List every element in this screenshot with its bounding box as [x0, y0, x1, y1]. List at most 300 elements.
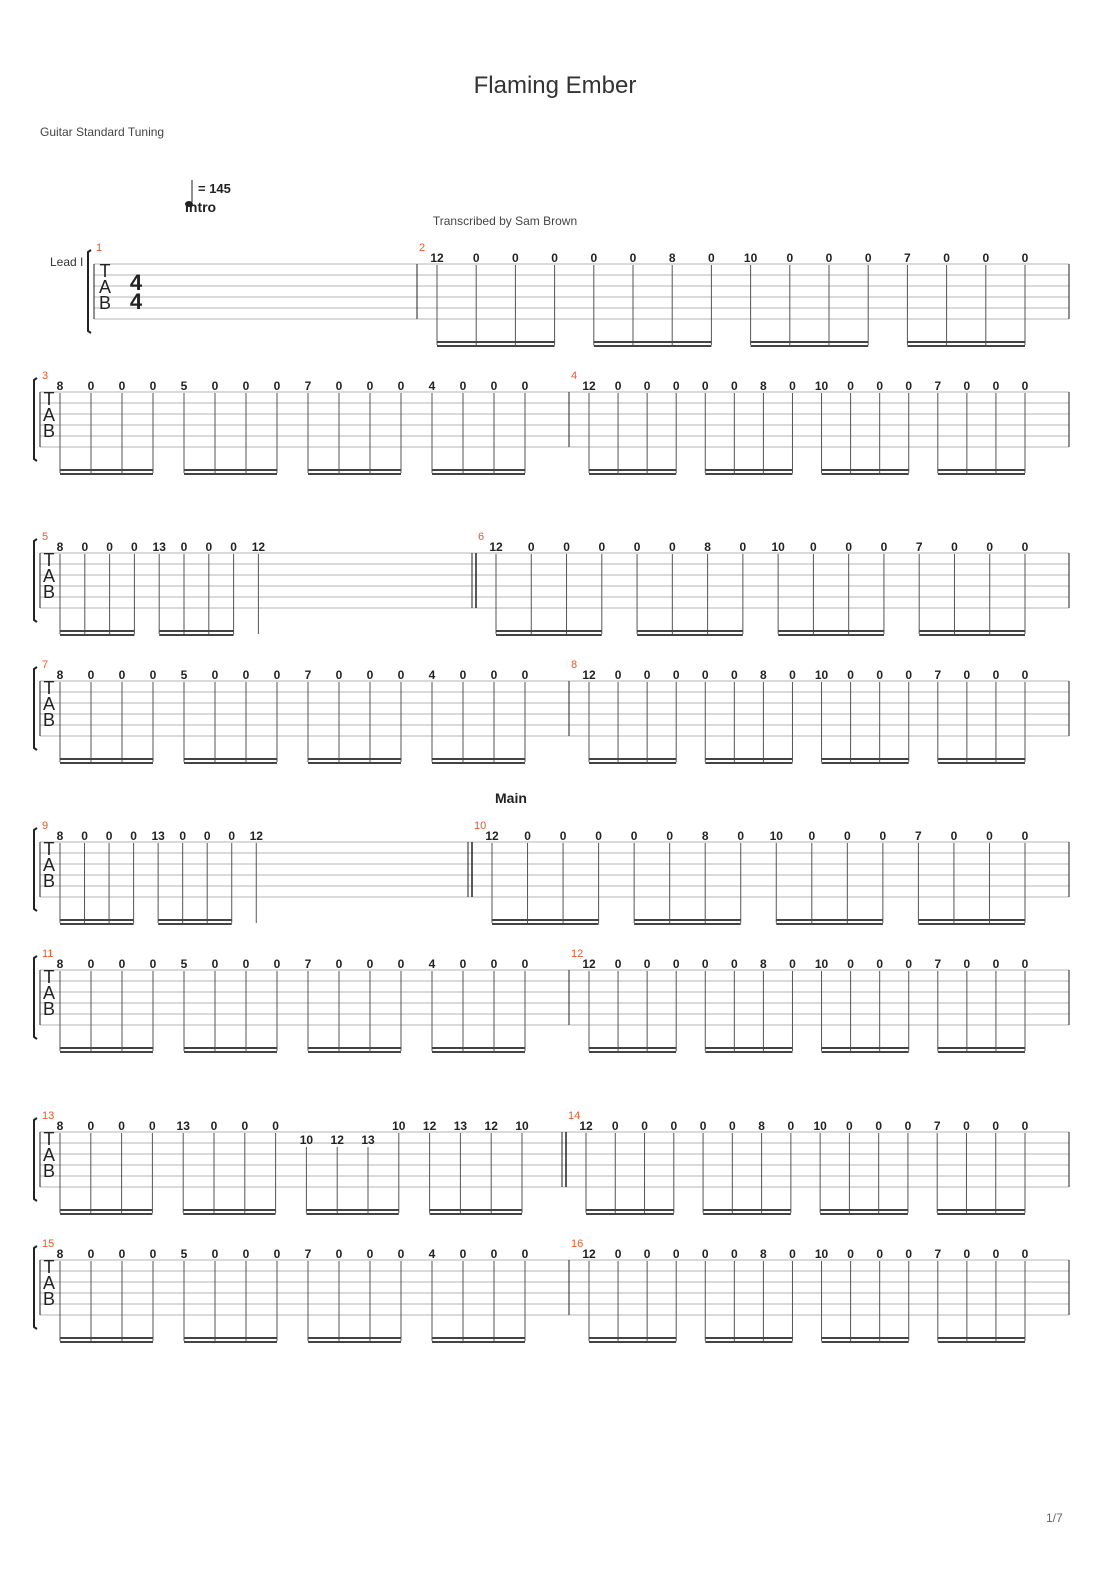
tab-clef-letter: T	[43, 1257, 55, 1277]
fret-number: 0	[273, 379, 281, 393]
sixteenth-beam	[586, 1213, 674, 1215]
fret-number: 0	[1021, 1119, 1029, 1133]
fret-number: 0	[701, 1247, 709, 1261]
fret-number: 0	[228, 829, 236, 843]
fret-number: 0	[701, 379, 709, 393]
fret-number: 12	[330, 1133, 344, 1147]
fret-number: 0	[149, 957, 157, 971]
fret-number: 0	[847, 957, 854, 971]
fret-number: 0	[880, 540, 888, 554]
fret-number: 0	[847, 1247, 854, 1261]
fret-number: 8	[701, 829, 709, 843]
fret-number: 0	[992, 1247, 1000, 1261]
measure-number: 14	[568, 1110, 581, 1122]
sixteenth-beam	[705, 1047, 792, 1049]
fret-number: 0	[559, 829, 567, 843]
fret-number: 12	[251, 540, 266, 554]
fret-number: 0	[595, 829, 602, 843]
fret-number: 7	[904, 251, 911, 265]
fret-number: 0	[205, 540, 213, 554]
sixteenth-beam	[184, 758, 277, 760]
fret-number: 12	[579, 1119, 593, 1133]
fret-number: 0	[963, 1247, 971, 1261]
sixteenth-beam	[308, 762, 401, 764]
tab-system	[34, 1238, 1069, 1343]
fret-number: 0	[180, 540, 188, 554]
fret-number: 0	[524, 829, 531, 843]
fret-number: 0	[521, 379, 529, 393]
fret-number: 8	[56, 668, 64, 682]
fret-number: 0	[982, 251, 990, 265]
sixteenth-beam	[938, 762, 1025, 764]
fret-number: 0	[992, 668, 1000, 682]
sixteenth-beam	[308, 469, 401, 471]
fret-number: 0	[366, 668, 374, 682]
measure-number: 11	[42, 948, 54, 960]
fret-number: 0	[130, 829, 137, 843]
fret-number: 0	[81, 829, 88, 843]
fret-number: 5	[180, 1247, 188, 1261]
fret-number: 0	[739, 540, 747, 554]
tab-clef-letter: T	[43, 967, 55, 987]
sixteenth-beam	[919, 634, 1025, 636]
fret-number: 7	[304, 1247, 312, 1261]
fret-number: 4	[428, 957, 436, 971]
fret-number: 0	[905, 379, 913, 393]
sixteenth-beam	[60, 762, 153, 764]
fret-number: 0	[963, 668, 971, 682]
fret-number: 0	[950, 829, 958, 843]
sixteenth-beam	[634, 923, 741, 925]
fret-number: 0	[397, 668, 405, 682]
fret-number: 0	[118, 668, 126, 682]
fret-number: 0	[963, 1119, 970, 1133]
sixteenth-beam	[432, 762, 525, 764]
sixteenth-beam	[432, 469, 525, 471]
fret-number: 13	[176, 1119, 190, 1133]
tab-clef-letter: A	[42, 983, 56, 1003]
sixteenth-beam	[594, 341, 712, 343]
sixteenth-beam	[589, 1047, 676, 1049]
sixteenth-beam	[308, 758, 401, 760]
measure-number: 16	[571, 1238, 584, 1250]
tab-clef-letter: A	[42, 405, 56, 425]
fret-number: 13	[151, 829, 165, 843]
fret-number: 8	[56, 829, 64, 843]
fret-number: 0	[876, 668, 884, 682]
sixteenth-beam	[918, 919, 1025, 921]
sixteenth-beam	[60, 923, 134, 925]
fret-number: 8	[56, 379, 64, 393]
tab-clef-letter: B	[42, 710, 56, 730]
sixteenth-beam	[705, 758, 792, 760]
fret-number: 0	[490, 668, 498, 682]
sixteenth-beam	[589, 1337, 676, 1339]
tab-clef-letter: B	[42, 1289, 56, 1309]
fret-number: 12	[582, 957, 596, 971]
system-bracket	[88, 250, 91, 333]
sixteenth-beam	[907, 345, 1025, 347]
time-signature-bottom: 4	[129, 289, 143, 314]
sixteenth-beam	[184, 1341, 277, 1343]
sixteenth-beam	[751, 345, 869, 347]
fret-number: 8	[760, 379, 767, 393]
sixteenth-beam	[938, 1337, 1025, 1339]
fret-number: 0	[397, 379, 405, 393]
fret-number: 10	[515, 1119, 529, 1133]
sixteenth-beam	[822, 469, 909, 471]
sixteenth-beam	[919, 630, 1025, 632]
tab-clef-letter: A	[42, 1145, 56, 1165]
fret-number: 0	[87, 957, 95, 971]
fret-number: 8	[56, 957, 64, 971]
fret-number: 0	[845, 540, 853, 554]
fret-number: 0	[459, 668, 467, 682]
fret-number: 0	[643, 1247, 651, 1261]
fret-number: 0	[521, 1247, 529, 1261]
tab-clef-letter: T	[99, 261, 111, 281]
sixteenth-beam	[589, 1051, 676, 1053]
tab-clef-letter: B	[42, 999, 56, 1019]
fret-number: 0	[1021, 540, 1029, 554]
sixteenth-beam	[184, 1047, 277, 1049]
fret-number: 4	[428, 668, 436, 682]
fret-number: 0	[242, 1247, 250, 1261]
fret-number: 0	[846, 1119, 853, 1133]
fret-number: 4	[428, 1247, 436, 1261]
fret-number: 12	[485, 829, 499, 843]
fret-number: 0	[459, 957, 467, 971]
fret-number: 0	[843, 829, 851, 843]
measure-number: 9	[42, 820, 49, 832]
fret-number: 10	[771, 540, 785, 554]
fret-number: 0	[397, 1247, 405, 1261]
measure-number: 2	[419, 242, 426, 254]
fret-number: 0	[106, 540, 113, 554]
sixteenth-beam	[938, 469, 1025, 471]
fret-number: 10	[814, 957, 829, 971]
fret-number: 0	[241, 1119, 249, 1133]
fret-number: 0	[459, 1247, 467, 1261]
measure-number: 7	[42, 659, 49, 671]
fret-number: 0	[708, 251, 715, 265]
fret-number: 0	[273, 1247, 281, 1261]
fret-number: 0	[670, 1119, 678, 1133]
score-title: Flaming Ember	[473, 72, 637, 99]
fret-number: 7	[915, 540, 923, 554]
fret-number: 7	[934, 1247, 942, 1261]
instrument-name: Lead I	[50, 255, 84, 269]
fret-number: 0	[789, 1247, 796, 1261]
sixteenth-beam	[705, 1337, 792, 1339]
fret-number: 0	[598, 540, 606, 554]
sixteenth-beam	[820, 1209, 908, 1211]
fret-number: 0	[672, 1247, 680, 1261]
sixteenth-beam	[594, 345, 712, 347]
fret-number: 0	[641, 1119, 648, 1133]
sixteenth-beam	[822, 762, 909, 764]
sixteenth-beam	[432, 473, 525, 475]
fret-number: 0	[1021, 829, 1029, 843]
section-label-intro: Intro	[185, 199, 217, 215]
tab-system	[34, 948, 1069, 1053]
fret-number: 10	[769, 829, 783, 843]
fret-number: 0	[905, 668, 913, 682]
sixteenth-beam	[492, 923, 599, 925]
fret-number: 0	[230, 540, 237, 554]
fret-number: 0	[992, 1119, 1000, 1133]
measure-number: 1	[96, 242, 103, 254]
measure-number: 3	[42, 370, 49, 382]
fret-number: 0	[963, 379, 971, 393]
fret-number: 0	[787, 1119, 795, 1133]
sixteenth-beam	[308, 1337, 401, 1339]
sixteenth-beam	[432, 1337, 525, 1339]
fret-number: 0	[131, 540, 138, 554]
fret-number: 0	[87, 1119, 95, 1133]
fret-number: 0	[730, 1247, 738, 1261]
tab-clef-letter: T	[43, 389, 55, 409]
sixteenth-beam	[586, 1209, 674, 1211]
sixteenth-beam	[820, 1213, 908, 1215]
fret-number: 0	[1021, 251, 1029, 265]
sixteenth-beam	[705, 473, 792, 475]
fret-number: 0	[629, 251, 637, 265]
fret-number: 8	[668, 251, 676, 265]
fret-number: 0	[905, 1247, 913, 1261]
fret-number: 0	[397, 957, 405, 971]
fret-number: 0	[335, 1247, 343, 1261]
fret-number: 0	[512, 251, 519, 265]
fret-number: 0	[730, 379, 738, 393]
fret-number: 8	[56, 540, 64, 554]
sixteenth-beam	[60, 1209, 152, 1211]
fret-number: 0	[211, 1247, 219, 1261]
fret-number: 0	[808, 829, 816, 843]
fret-number: 0	[87, 379, 95, 393]
sixteenth-beam	[634, 919, 741, 921]
sixteenth-beam	[822, 1337, 909, 1339]
tab-system	[34, 1110, 1069, 1215]
measure-number: 13	[42, 1110, 55, 1122]
fret-number: 0	[87, 1247, 95, 1261]
fret-number: 0	[1021, 668, 1029, 682]
fret-number: 0	[730, 668, 738, 682]
fret-number: 0	[789, 379, 796, 393]
fret-number: 10	[743, 251, 758, 265]
fret-number: 7	[304, 668, 312, 682]
tab-system	[34, 820, 1069, 925]
sixteenth-beam	[432, 1051, 525, 1053]
fret-number: 8	[56, 1119, 64, 1133]
sixteenth-beam	[907, 341, 1025, 343]
fret-number: 0	[672, 957, 680, 971]
sixteenth-beam	[60, 473, 153, 475]
fret-number: 0	[825, 251, 833, 265]
fret-number: 0	[563, 540, 570, 554]
transcription-credit: Transcribed by Sam Brown	[432, 214, 578, 228]
fret-number: 0	[879, 829, 887, 843]
fret-number: 0	[614, 957, 622, 971]
sixteenth-beam	[705, 469, 792, 471]
fret-number: 10	[299, 1133, 314, 1147]
fret-number: 0	[986, 540, 994, 554]
fret-number: 0	[876, 379, 884, 393]
fret-number: 10	[813, 1119, 827, 1133]
sixteenth-beam	[822, 1341, 909, 1343]
tab-clef-letter: B	[42, 871, 56, 891]
fret-number: 0	[490, 957, 498, 971]
fret-number: 0	[875, 1119, 883, 1133]
fret-number: 0	[211, 379, 219, 393]
sixteenth-beam	[776, 923, 883, 925]
sixteenth-beam	[158, 923, 232, 925]
sixteenth-beam	[918, 923, 1025, 925]
sixteenth-beam	[751, 341, 869, 343]
sixteenth-beam	[60, 758, 153, 760]
fret-number: 0	[876, 1247, 884, 1261]
fret-number: 7	[933, 1119, 941, 1133]
fret-number: 0	[1021, 379, 1029, 393]
fret-number: 0	[459, 379, 467, 393]
sixteenth-beam	[432, 1047, 525, 1049]
fret-number: 0	[521, 668, 529, 682]
fret-number: 7	[304, 957, 312, 971]
tempo-marking: = 145	[198, 181, 231, 196]
tab-clef-letter: T	[43, 678, 55, 698]
fret-number: 8	[704, 540, 711, 554]
fret-number: 0	[643, 957, 651, 971]
measure-number: 5	[42, 531, 49, 543]
sixteenth-beam	[308, 1047, 401, 1049]
fret-number: 7	[934, 957, 942, 971]
fret-number: 0	[521, 957, 529, 971]
fret-number: 0	[366, 1247, 374, 1261]
fret-number: 0	[335, 668, 343, 682]
sixteenth-beam	[778, 630, 884, 632]
tab-clef-letter: A	[42, 694, 56, 714]
sixteenth-beam	[589, 762, 676, 764]
fret-number: 0	[490, 1247, 498, 1261]
fret-number: 0	[551, 251, 558, 265]
sixteenth-beam	[778, 634, 884, 636]
tab-system	[34, 659, 1069, 764]
fret-number: 0	[242, 668, 250, 682]
fret-number: 0	[242, 957, 250, 971]
fret-number: 0	[590, 251, 598, 265]
fret-number: 13	[453, 1119, 468, 1133]
sixteenth-beam	[938, 1047, 1025, 1049]
fret-number: 0	[366, 379, 374, 393]
fret-number: 0	[847, 668, 854, 682]
tuning-label: Guitar Standard Tuning	[40, 125, 165, 139]
fret-number: 12	[582, 1247, 596, 1261]
sixteenth-beam	[938, 473, 1025, 475]
sixteenth-beam	[430, 1209, 522, 1211]
fret-number: 0	[905, 957, 913, 971]
tab-system	[34, 531, 1069, 636]
sixteenth-beam	[159, 630, 233, 632]
fret-number: 0	[211, 957, 219, 971]
sixteenth-beam	[437, 341, 555, 343]
fret-number: 0	[273, 668, 281, 682]
fret-number: 0	[272, 1119, 279, 1133]
fret-number: 12	[489, 540, 503, 554]
fret-number: 0	[149, 379, 157, 393]
fret-number: 0	[203, 829, 211, 843]
sixteenth-beam	[589, 758, 676, 760]
fret-number: 12	[582, 668, 596, 682]
fret-number: 0	[633, 540, 641, 554]
fret-number: 7	[915, 829, 922, 843]
sixteenth-beam	[589, 469, 676, 471]
tab-system	[88, 242, 1069, 347]
fret-number: 4	[428, 379, 436, 393]
fret-number: 0	[490, 379, 498, 393]
sixteenth-beam	[589, 473, 676, 475]
measure-number: 4	[571, 370, 578, 382]
sixteenth-beam	[158, 919, 232, 921]
fret-number: 0	[335, 379, 343, 393]
fret-number: 13	[152, 540, 166, 554]
tab-clef-letter: B	[42, 421, 56, 441]
fret-number: 10	[392, 1119, 406, 1133]
fret-number: 0	[701, 668, 709, 682]
tab-clef-letter: T	[43, 1129, 55, 1149]
system-bracket	[34, 828, 37, 911]
sixteenth-beam	[822, 1047, 909, 1049]
fret-number: 0	[179, 829, 187, 843]
fret-number: 5	[180, 957, 188, 971]
fret-number: 0	[335, 957, 343, 971]
sixteenth-beam	[705, 1341, 792, 1343]
fret-number: 0	[210, 1119, 218, 1133]
fret-number: 0	[149, 1247, 157, 1261]
fret-number: 0	[986, 829, 993, 843]
fret-number: 0	[614, 1247, 622, 1261]
fret-number: 0	[668, 540, 676, 554]
fret-number: 8	[56, 1247, 64, 1261]
fret-number: 0	[672, 379, 680, 393]
measure-number: 8	[571, 659, 578, 671]
fret-number: 10	[814, 668, 829, 682]
fret-number: 0	[614, 379, 622, 393]
sixteenth-beam	[822, 1051, 909, 1053]
fret-number: 0	[273, 957, 281, 971]
tab-system	[34, 370, 1069, 475]
sixteenth-beam	[308, 1051, 401, 1053]
fret-number: 12	[422, 1119, 437, 1133]
tab-clef-letter: T	[43, 550, 55, 570]
fret-number: 0	[118, 1247, 126, 1261]
measure-number: 15	[42, 1238, 55, 1250]
sixteenth-beam	[60, 469, 153, 471]
fret-number: 0	[87, 668, 95, 682]
fret-number: 0	[118, 1119, 125, 1133]
fret-number: 8	[760, 668, 767, 682]
sixteenth-beam	[589, 1341, 676, 1343]
sixteenth-beam	[705, 1051, 792, 1053]
fret-number: 5	[180, 379, 188, 393]
fret-number: 0	[118, 957, 126, 971]
fret-number: 0	[472, 251, 480, 265]
fret-number: 0	[149, 1119, 156, 1133]
fret-number: 0	[786, 251, 794, 265]
fret-number: 10	[814, 1247, 829, 1261]
sixteenth-beam	[432, 1341, 525, 1343]
sixteenth-beam	[159, 634, 233, 636]
system-bracket	[34, 539, 37, 622]
